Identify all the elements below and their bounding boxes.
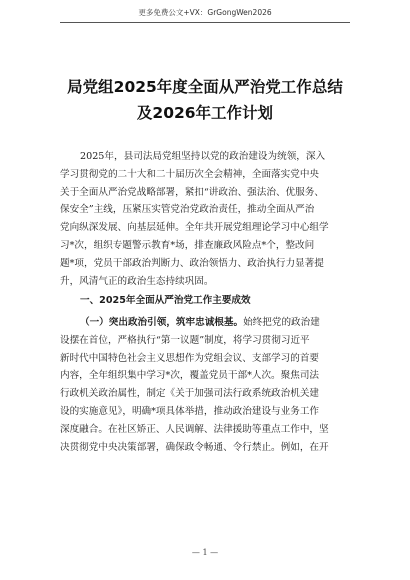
subsection-first-line <box>60 314 350 332</box>
text-line: 学习贯彻党的二十大和二十届历次全会精神，全面落实党中央 <box>60 168 320 180</box>
text-line: 2025年，县司法局党组坚持以党的政治建设为统领，深入 <box>80 151 326 162</box>
header-note: 更多免费公文+VX：GrGongWen2026 <box>138 8 272 17</box>
text-line: 题*项，党员干部政治判断力、政治领悟力、政治执行力显著提 <box>60 257 324 269</box>
section-heading: 一、2025年全面从严治党工作主要成效 <box>80 295 251 306</box>
text-line: 新时代中国特色社会主义思想作为党组会议、支部学习的首要 <box>60 352 320 364</box>
subsection-1 <box>60 314 350 456</box>
text-line: 设摆在首位，严格执行“第一议题”制度，将学习贯彻习近平 <box>60 334 310 346</box>
text-line: 升，风清气正的政治生态持续巩固。 <box>60 275 214 287</box>
text-line: 决贯彻党中央决策部署，确保政令畅通、令行禁止。例如，在开 <box>60 441 329 453</box>
text-line: 深度融合。在社区矫正、人民调解、法律援助等重点工作中，坚 <box>60 423 329 435</box>
text-line: 保安全”主线，压紧压实管党治党政治责任，推动全面从严治 <box>60 204 315 216</box>
document-title <box>40 74 370 126</box>
text-line: 关于全面从严治党战略部署，紧扣“讲政治、强法治、优服务、 <box>60 186 324 198</box>
text-line: 党向纵深发展、向基层延伸。全年共开展党组理论学习中心组学 <box>60 222 329 234</box>
text-line: 习*次，组织专题警示教育*场，排查廉政风险点*个，整改问 <box>60 239 315 251</box>
intro-paragraph <box>60 148 350 290</box>
header-divider <box>60 22 350 23</box>
section-1 <box>60 292 350 310</box>
text-line: 设的实施意见》，明确*项具体举措，推动政治建设与业务工作 <box>60 405 320 417</box>
page-number: — 1 — <box>191 548 219 557</box>
subsection-heading: （一）突出政治引领，筑牢忠诚根基。 <box>80 317 244 328</box>
text-fragment: 始终把党的政治建 <box>243 317 320 328</box>
text-line: 行政机关政治属性，制定《关于加强司法行政系统政治机关建 <box>60 388 320 400</box>
text-line: 内容，全年组织集中学习*次，覆盖党员干部*人次。聚焦司法 <box>60 370 320 382</box>
title-line-1: 局党组2025年度全面从严治党工作总结 <box>67 78 343 96</box>
title-line-2: 及2026年工作计划 <box>136 104 274 122</box>
